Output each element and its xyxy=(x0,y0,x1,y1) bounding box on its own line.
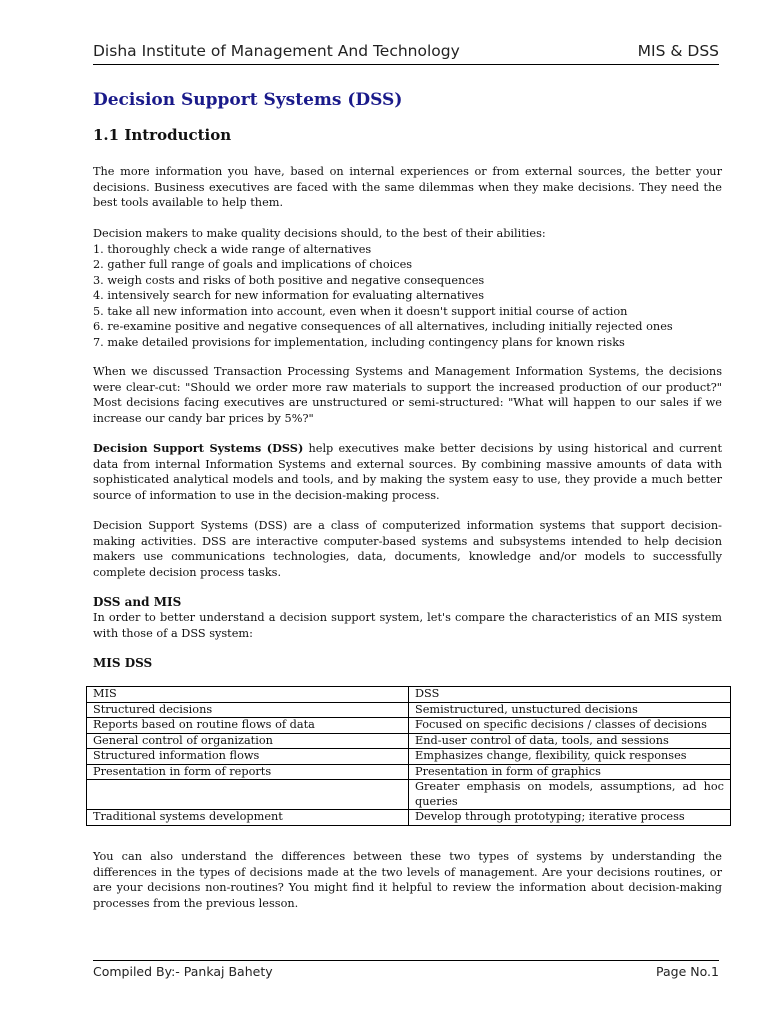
list-item: 2. gather full range of goals and implications of choices xyxy=(93,258,413,271)
comparison-table xyxy=(86,686,731,826)
list-intro: Decision makers to make quality decisions should, to the best of their abilities: xyxy=(93,227,546,240)
list-item: 3. weigh costs and risks of both positive and negative consequences xyxy=(93,273,485,287)
dss-mis-heading: DSS and MIS xyxy=(93,595,182,609)
dss-description: help executives make better decisions by using historical and current data from internal Information Systems and external sources. By combining massive amounts of data with sophisticated analytical models and tools, and by making the system easy to use, they provide a much better source of information to use in the decision-making process. xyxy=(93,442,722,502)
dss-paragraph xyxy=(93,441,722,503)
mis-cell: Traditional systems development xyxy=(87,810,409,826)
mis-cell xyxy=(87,780,409,810)
list-item: 1. thoroughly check a wide range of alternatives xyxy=(93,242,372,256)
table-row xyxy=(87,780,731,810)
tps-paragraph: When we discussed Transaction Processing Systems and Management Information Systems, the decisions were clear-cut: "Should we order more raw materials to support the increased production of our product?" Most decisions facing executives are unstructured or semi-structured: "What will happen to our sales if we increase our candy bar prices by 5%?" xyxy=(93,365,722,425)
dss-cell: Greater emphasis on models, assumptions, ad hoc queries xyxy=(409,780,731,810)
list-item: 5. take all new information into account, even when it doesn't support initial course of action xyxy=(93,304,628,318)
dss-cell: Focused on specific decisions / classes of decisions xyxy=(409,718,731,734)
list-item: 7. make detailed provisions for implementation, including contingency plans for known risks xyxy=(93,335,625,349)
section-heading: 1.1 Introduction xyxy=(93,126,232,144)
compiled-by: Compiled By:- Pankaj Bahety xyxy=(93,964,273,979)
table-heading: MIS DSS xyxy=(93,656,153,670)
table-row xyxy=(87,810,731,826)
subject-name: MIS & DSS xyxy=(637,42,719,60)
dss-cell: End-user control of data, tools, and sessions xyxy=(409,733,731,749)
mis-cell: Presentation in form of reports xyxy=(87,764,409,780)
table-row xyxy=(87,764,731,780)
page-number: Page No.1 xyxy=(656,964,719,979)
dss-mis-text: In order to better understand a decision support system, let's compare the characteristics of an MIS system with those of a DSS system: xyxy=(93,611,722,640)
dss-cell: Semistructured, unstuctured decisions xyxy=(409,702,731,718)
list-item: 4. intensively search for new information for evaluating alternatives xyxy=(93,289,485,302)
mis-cell: Structured information flows xyxy=(87,749,409,765)
table-header-row xyxy=(87,687,731,703)
dss-term: Decision Support Systems (DSS) xyxy=(93,441,304,455)
dss-cell: Develop through prototyping; iterative process xyxy=(409,810,731,826)
final-paragraph: You can also understand the differences between these two types of systems by understanding the differences in the types of decisions made at the two levels of management. Are your decisions routines, or are your decisions non-routines? You might find it helpful to review the information about decision-making processes from the previous lesson. xyxy=(93,850,722,910)
header-cell-mis: MIS xyxy=(87,687,409,703)
table-row xyxy=(87,702,731,718)
decision-list xyxy=(93,226,722,350)
page-header xyxy=(93,42,719,65)
intro-paragraph: The more information you have, based on internal experiences or from external sources, the better your decisions. Business executives are faced with the same dilemmas when they make decisions. They need the best tools available to help them. xyxy=(93,165,722,210)
dss-cell: Emphasizes change, flexibility, quick responses xyxy=(409,749,731,765)
mis-cell: Reports based on routine flows of data xyxy=(87,718,409,734)
mis-cell: Structured decisions xyxy=(87,702,409,718)
mis-cell: General control of organization xyxy=(87,733,409,749)
table-row xyxy=(87,733,731,749)
table-row xyxy=(87,749,731,765)
institute-name: Disha Institute of Management And Technology xyxy=(93,42,460,60)
dss-class-paragraph: Decision Support Systems (DSS) are a class of computerized information systems that support decision-making activities. DSS are interactive computer-based systems and subsystems intended to help decision makers use communications technologies, data, documents, knowledge and/or models to successfully complete decision process tasks. xyxy=(93,519,722,579)
header-cell-dss: DSS xyxy=(409,687,731,703)
dss-cell: Presentation in form of graphics xyxy=(409,764,731,780)
page-footer xyxy=(93,960,719,984)
page-title: Decision Support Systems (DSS) xyxy=(93,90,403,110)
list-item: 6. re-examine positive and negative consequences of all alternatives, including initially rejected ones xyxy=(93,320,673,333)
table-row xyxy=(87,718,731,734)
